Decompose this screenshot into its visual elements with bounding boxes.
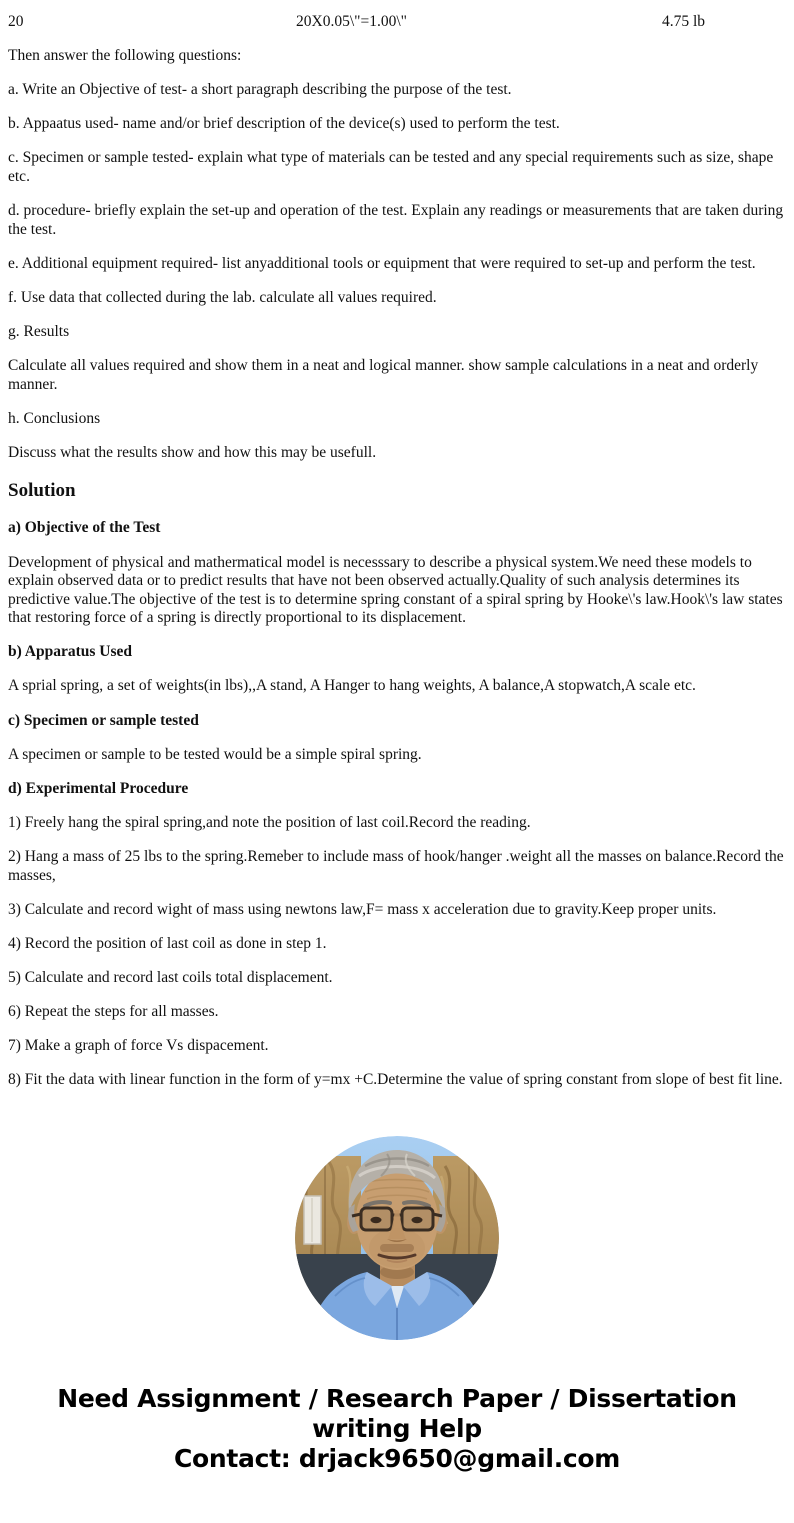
conclusions-note: Discuss what the results show and how this may be usefull. [8,443,377,461]
footer-banner [8,1384,786,1474]
solution-title: Solution [8,480,76,502]
footer-help-line-2: writing Help [312,1413,482,1443]
footer-contact-email: Contact: drjack9650@gmail.com [173,1443,621,1473]
intro-text: Then answer the following questions: [8,47,242,65]
procedure-step-1: 1) Freely hang the spiral spring,and note the position of last coil.Record the reading. [8,813,531,831]
question-item-b: b. Appaatus used- name and/or brief description of the device(s) used to perform the test. [8,115,560,133]
question-item-d: d. procedure- briefly explain the set-up and operation of the test. Explain any readings or measurements that are taken during the test. [8,202,784,238]
header-row [8,13,786,32]
question-item-g: g. Results [8,322,70,340]
header-left-value: 20 [8,13,24,30]
question-item-h: h. Conclusions [8,409,101,427]
procedure-step-5: 5) Calculate and record last coils total displacement. [8,968,333,986]
section-heading-specimen: c) Specimen or sample tested [8,711,199,729]
procedure-step-2: 2) Hang a mass of 25 lbs to the spring.Remeber to include mass of hook/hanger .weight all the masses on balance.Record the masses, [8,847,784,884]
question-item-c: c. Specimen or sample tested- explain what type of materials can be tested and any special requirements such as size, shape etc. [8,149,774,185]
tutor-photo-illustration [295,1136,499,1340]
question-item-e: e. Additional equipment required- list anyadditional tools or equipment that were required to set-up and perform the test. [8,254,756,272]
question-item-a: a. Write an Objective of test- a short paragraph describing the purpose of the test. [8,81,512,99]
procedure-step-4: 4) Record the position of last coil as done in step 1. [8,934,327,952]
section-heading-apparatus: b) Apparatus Used [8,643,133,661]
header-right-value: 4.75 lb [662,13,706,30]
header-center-value: 20X0.05\"=1.00\" [296,13,407,30]
apparatus-paragraph: A sprial spring, a set of weights(in lbs),,A stand, A Hanger to hang weights, A balance,A stopwatch,A scale etc. [8,677,696,695]
procedure-step-3: 3) Calculate and record wight of mass using newtons law,F= mass x acceleration due to gravity.Keep proper units. [8,900,717,918]
section-heading-objective: a) Objective of the Test [8,519,161,537]
procedure-step-7: 7) Make a graph of force Vs dispacement. [8,1037,269,1054]
procedure-step-8: 8) Fit the data with linear function in the form of y=mx +C.Determine the value of spring constant from slope of best fit line. [8,1071,783,1089]
specimen-paragraph: A specimen or sample to be tested would be a simple spiral spring. [8,745,422,763]
mustache [380,1244,414,1252]
objective-paragraph: Development of physical and mathermatical model is necesssary to describe a physical system.We need these models to explain observed data or to predict results that have not been observed actually.Quality of such analysis determines its predictive value.The objective of the test is to determine spring constant of a spiral spring by Hooke\'s law.Hook\'s law states that restoring force of a spring is directly proportional to its displacement. [8,553,783,627]
tutor-photo [295,1136,499,1340]
question-item-f: f. Use data that collected during the lab. calculate all values required. [8,288,437,306]
eyes [371,1216,382,1222]
procedure-step-6: 6) Repeat the steps for all masses. [8,1002,219,1020]
footer-help-line-1: Need Assignment / Research Paper / Dissertation [57,1383,737,1413]
results-note: Calculate all values required and show them in a neat and logical manner. show sample calculations in a neat and orderly manner. [8,357,759,393]
section-heading-procedure: d) Experimental Procedure [8,779,189,797]
